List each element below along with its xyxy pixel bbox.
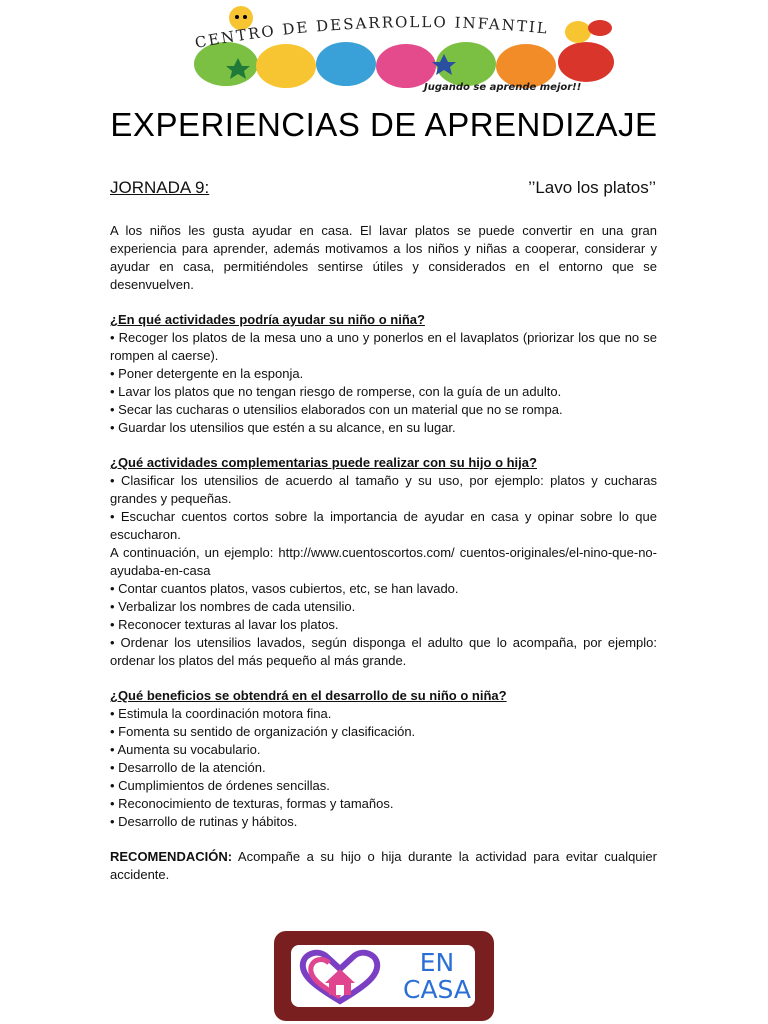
list-item: • Estimula la coordinación motora fina. xyxy=(110,706,332,721)
list-item: • Lavar los platos que no tengan riesgo de romperse, con la guía de un adulto. xyxy=(110,384,562,399)
recommendation-label: RECOMENDACIÓN: xyxy=(110,849,233,864)
document-body xyxy=(110,222,657,884)
logo-tagline: Jugando se aprende mejor!! xyxy=(424,82,582,93)
logo-graphic xyxy=(186,2,636,94)
en-casa-text xyxy=(401,949,473,1003)
section1-heading: ¿En qué actividades podría ayudar su niño o niña? xyxy=(110,312,425,327)
list-item: • Secar las cucharas o utensilios elaborados con un material que no se rompa. xyxy=(110,402,563,417)
list-item: • Escuchar cuentos cortos sobre la importancia de ayudar en casa y opinar sobre lo que escucharon. xyxy=(110,509,657,542)
section2-heading: ¿Qué actividades complementarias puede realizar con su hijo o hija? xyxy=(110,455,537,470)
list-item: • Reconocer texturas al lavar los platos. xyxy=(110,617,339,632)
list-item: • Aumenta su vocabulario. xyxy=(110,742,261,757)
list-item: • Recoger los platos de la mesa uno a uno y ponerlos en el lavaplatos (priorizar los que no se rompen al caerse). xyxy=(110,330,657,363)
list-item: • Fomenta su sentido de organización y clasificación. xyxy=(110,724,416,739)
spacer xyxy=(110,670,657,687)
badge-line-1: EN xyxy=(419,948,455,977)
badge-line-2: CASA xyxy=(403,975,471,1004)
center-logo xyxy=(186,2,636,94)
page-title: EXPERIENCIAS DE APRENDIZAJE xyxy=(110,106,658,143)
en-casa-badge xyxy=(274,931,494,1021)
spacer xyxy=(110,437,657,454)
activity-title: ’’Lavo los platos’’ xyxy=(528,178,656,197)
recommendation-text: Acompañe a su hijo o hija durante la actividad para evitar cualquier accidente. xyxy=(110,849,657,882)
list-item: • Cumplimientos de órdenes sencillas. xyxy=(110,778,330,793)
section3-heading: ¿Qué beneficios se obtendrá en el desarrollo de su niño o niña? xyxy=(110,688,507,703)
en-casa-badge-inner xyxy=(291,945,475,1007)
list-item: • Ordenar los utensilios lavados, según disponga el adulto que lo acompaña, por ejemplo: ordenar los platos del más pequeño al más grande. xyxy=(110,635,657,668)
heart-house-icon xyxy=(295,947,385,1005)
list-item: • Verbalizar los nombres de cada utensilio. xyxy=(110,599,356,614)
example-link-line[interactable]: A continuación, un ejemplo: http://www.cuentoscortos.com/ cuentos-originales/el-nino-que-no- ayudaba-en-casa xyxy=(110,545,657,578)
list-item: • Contar cuantos platos, vasos cubiertos, etc, se han lavado. xyxy=(110,581,459,596)
list-item: • Poner detergente en la esponja. xyxy=(110,366,304,381)
intro-paragraph: A los niños les gusta ayudar en casa. El lavar platos se puede convertir en una gran experiencia para aprender, además motivamos a los niños y niñas a cooperar, considerar y ayudar en casa, permitiéndoles sentirse útiles y considerados en el entorno que se desenvuelven. xyxy=(110,223,657,292)
list-item: • Desarrollo de la atención. xyxy=(110,760,266,775)
recommendation xyxy=(110,848,657,884)
logo-arc-text: CENTRO DE DESARROLLO INFANTIL xyxy=(193,13,550,52)
list-item: • Reconocimiento de texturas, formas y tamaños. xyxy=(110,796,394,811)
list-item: • Guardar los utensilios que estén a su alcance, en su lugar. xyxy=(110,420,456,435)
spacer xyxy=(110,831,657,848)
jornada-label: JORNADA 9: xyxy=(110,178,210,197)
spacer xyxy=(110,294,657,311)
list-item: • Desarrollo de rutinas y hábitos. xyxy=(110,814,298,829)
list-item: • Clasificar los utensilios de acuerdo al tamaño y su uso, por ejemplo: platos y cucharas grandes y pequeñas. xyxy=(110,473,657,506)
